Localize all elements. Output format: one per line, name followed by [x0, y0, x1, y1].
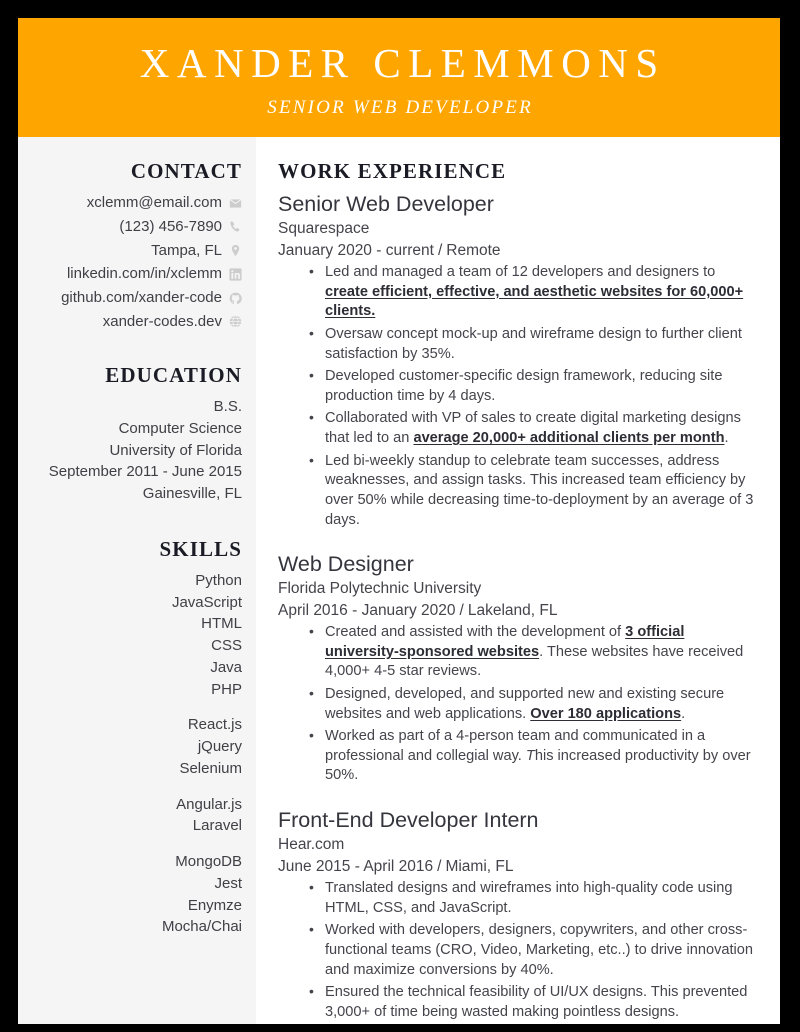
bullet-text: . [724, 430, 729, 447]
skill-item: Laravel [192, 817, 242, 835]
job-bullet [309, 879, 758, 918]
contact-item-website[interactable] [28, 312, 242, 332]
globe-icon [229, 315, 242, 328]
resume-page [18, 18, 780, 1024]
job-title: Web Designer [278, 552, 414, 577]
page-title: XANDER CLEMMONS [139, 39, 666, 86]
skills-section [28, 538, 242, 938]
skill-item: PHP [211, 680, 242, 698]
skills-groups [28, 570, 242, 938]
job-bullet [309, 685, 758, 724]
bullet-highlight: 3 official university-sponsored websites [325, 624, 685, 660]
job-meta-separator: / [437, 857, 442, 875]
job-block [278, 807, 758, 1022]
education-major: Computer Science [118, 419, 242, 437]
education-section [28, 364, 242, 505]
bullet-text: Oversaw concept mock-up and wireframe design to further client satisfaction by 35%. [325, 325, 742, 362]
skill-item: React.js [187, 716, 242, 734]
job-bullet [309, 983, 758, 1022]
bullet-text: . [681, 705, 686, 722]
contact-github-text: github.com/xander-code [61, 289, 222, 307]
bullet-text: Collaborated with VP of sales to create digital marketing designs that led to an [325, 410, 741, 447]
main-column [256, 137, 780, 1024]
contact-heading: CONTACT [130, 159, 242, 183]
bullet-text: Designed, developed, and supported new and existing secure websites and web applications. [325, 685, 725, 722]
job-block [278, 191, 758, 530]
contact-item-linkedin[interactable] [28, 264, 242, 284]
job-dates: April 2016 - January 2020 [278, 601, 456, 619]
skill-item: Java [210, 658, 242, 676]
job-bullet [309, 623, 758, 682]
skills-heading: SKILLS [159, 536, 242, 561]
bullet-text: Led and managed a team of 12 developers and designers to [325, 264, 716, 281]
phone-icon [229, 220, 242, 233]
job-title: Front-End Developer Intern [278, 808, 539, 833]
skill-item: Python [195, 571, 242, 589]
jobs-container [278, 191, 758, 1022]
work-experience-heading: WORK EXPERIENCE [278, 159, 507, 183]
job-location: Lakeland, FL [467, 601, 558, 619]
job-meta-separator: / [437, 241, 443, 259]
job-bullet [309, 367, 758, 406]
job-company: Florida Polytechnic University [278, 580, 482, 598]
bullet-text: Created and assisted with the development of [325, 624, 626, 641]
job-dates: January 2020 - current [278, 241, 434, 259]
contact-website-text: xander-codes.dev [102, 312, 222, 330]
skill-item: CSS [211, 637, 242, 655]
skill-item: Selenium [179, 759, 242, 777]
bullet-italic: T [525, 747, 535, 764]
bullet-text: his increased productivity by over 50%. [325, 747, 751, 784]
skill-item: MongoDB [175, 853, 242, 871]
skill-group [28, 851, 242, 938]
contact-item-github[interactable] [28, 288, 242, 308]
contact-item-location[interactable] [28, 241, 242, 261]
contact-item-email[interactable] [28, 193, 242, 213]
github-icon [229, 292, 242, 305]
contact-item-phone[interactable] [28, 217, 242, 237]
job-block [278, 551, 758, 786]
job-bullet [309, 409, 758, 448]
job-bullet [309, 452, 758, 531]
bullet-text: Developed customer-specific design framework, reducing site production time by 4 days. [325, 368, 723, 404]
contact-email-text: xclemm@email.com [86, 194, 222, 212]
education-location: Gainesville, FL [142, 485, 242, 503]
skill-item: Enymze [187, 896, 242, 914]
job-company: Squarespace [278, 220, 370, 238]
job-bullet-list [278, 879, 758, 1022]
skill-group [28, 714, 242, 779]
job-location: Miami, FL [445, 857, 514, 875]
job-company: Hear.com [278, 836, 345, 854]
bullet-text: Translated designs and wireframes into high-quality code using HTML, CSS, and JavaScript. [325, 880, 733, 916]
skill-item: HTML [201, 615, 242, 633]
education-degree: B.S. [213, 398, 242, 416]
bullet-text: . These websites have received 4,000+ 4-5 star reviews. [325, 643, 744, 680]
skill-group [28, 794, 242, 838]
contact-phone-text: (123) 456-7890 [119, 217, 222, 235]
education-heading: EDUCATION [105, 363, 242, 388]
skill-item: jQuery [197, 738, 242, 756]
contact-section [28, 160, 242, 332]
education-school: University of Florida [109, 441, 242, 459]
bullet-text: Worked with developers, designers, copywriters, and other cross-functional teams (CRO, Video, Marketing, etc..) to drive innovation and maximize conversions by 40%. [325, 922, 754, 978]
job-dates: June 2015 - April 2016 [278, 857, 434, 875]
bullet-highlight: average 20,000+ additional clients per month [413, 430, 725, 447]
sidebar [18, 137, 256, 1024]
skill-group [28, 570, 242, 701]
job-bullet [309, 727, 758, 786]
job-title: Senior Web Developer [278, 192, 494, 217]
bullet-text: Worked as part of a 4-person team and communicated in a professional and collegial way. [325, 728, 706, 764]
contact-linkedin-text: linkedin.com/in/xclemm [66, 265, 222, 283]
skill-item: Jest [214, 874, 242, 892]
contact-list [28, 193, 242, 332]
education-dates: September 2011 - June 2015 [48, 463, 242, 481]
bullet-highlight: create efficient, effective, and aesthetic websites for 60,000+ clients. [325, 283, 744, 320]
job-meta [278, 856, 758, 877]
map-pin-icon [229, 244, 242, 257]
bullet-text: Led bi-weekly standup to celebrate team successes, address weaknesses, and assign tasks. This increased team efficiency by over 50% while decreasing time-to-deployment by an average of 3 days. [325, 452, 754, 528]
linkedin-icon [229, 268, 242, 281]
job-bullet [309, 921, 758, 980]
envelope-icon [229, 197, 242, 210]
resume-body [18, 137, 780, 1024]
skill-item: JavaScript [171, 593, 242, 611]
contact-location-text: Tampa, FL [151, 241, 222, 259]
bullet-highlight: Over 180 applications [530, 705, 682, 722]
job-meta [278, 240, 758, 261]
header-subtitle: SENIOR WEB DEVELOPER [267, 96, 533, 118]
skill-item: Angular.js [176, 795, 242, 813]
job-meta-separator: / [459, 601, 464, 619]
bullet-text: Ensured the technical feasibility of UI/UX designs. This prevented 3,000+ of time being wasted making pointless designs. [325, 984, 748, 1020]
job-bullet-list [278, 263, 758, 530]
job-bullet-list [278, 623, 758, 786]
skill-item: Mocha/Chai [161, 918, 242, 936]
resume-header [18, 18, 780, 137]
education-lines [28, 396, 242, 505]
job-bullet [309, 263, 758, 322]
job-meta [278, 600, 758, 621]
job-bullet [309, 325, 758, 364]
job-location: Remote [446, 241, 501, 259]
